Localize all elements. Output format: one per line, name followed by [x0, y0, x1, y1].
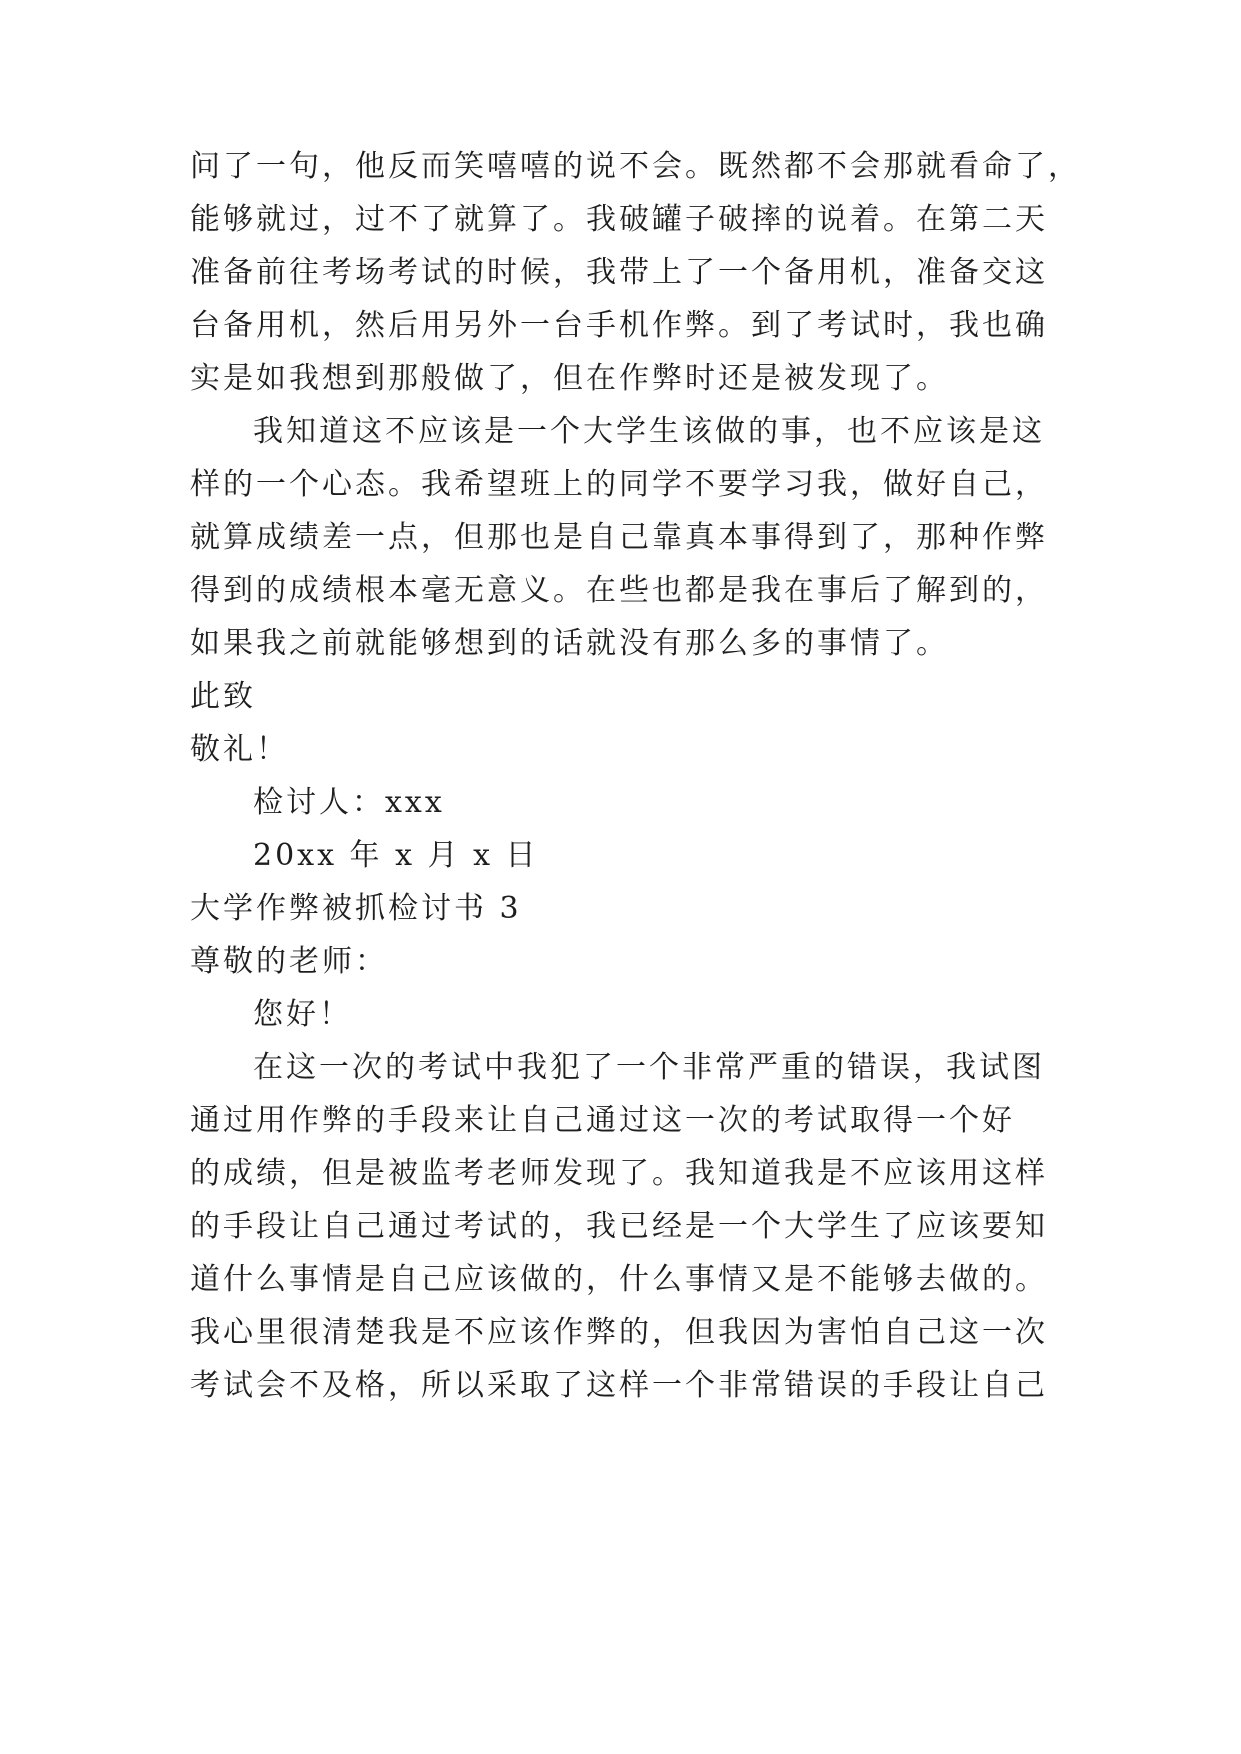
text-line: 我知道这不应该是一个大学生该做的事，也不应该是这: [253, 414, 1045, 449]
text-line: 道什么事情是自己应该做的，什么事情又是不能够去做的。: [190, 1262, 1048, 1297]
text-line: 考试会不及格，所以采取了这样一个非常错误的手段让自己: [190, 1368, 1048, 1403]
text-line: 能够就过，过不了就算了。我破罐子破摔的说着。在第二天: [190, 202, 1048, 237]
text-line: 我心里很清楚我是不应该作弊的，但我因为害怕自己这一次: [190, 1315, 1048, 1350]
text-line: 就算成绩差一点，但那也是自己靠真本事得到了，那种作弊: [190, 520, 1048, 555]
text-line: 的手段让自己通过考试的，我已经是一个大学生了应该要知: [190, 1209, 1048, 1244]
text-line: 在这一次的考试中我犯了一个非常严重的错误，我试图: [253, 1050, 1045, 1085]
text-line: 得到的成绩根本毫无意义。在些也都是我在事后了解到的，: [190, 573, 1048, 608]
section-title: 大学作弊被抓检讨书 3: [190, 891, 522, 926]
closing-line: 敬礼！: [190, 732, 289, 767]
text-line: 的成绩，但是被监考老师发现了。我知道我是不应该用这样: [190, 1156, 1048, 1191]
closing-line: 此致: [190, 679, 256, 714]
signer-line: 检讨人：xxx: [253, 785, 445, 820]
salutation: 尊敬的老师：: [190, 944, 388, 979]
date-line: 20xx 年 x 月 x 日: [253, 838, 539, 873]
text-line: 通过用作弊的手段来让自己通过这一次的考试取得一个好: [190, 1103, 1015, 1138]
greeting: 您好！: [253, 997, 352, 1032]
text-line: 问了一句，他反而笑嘻嘻的说不会。既然都不会那就看命了，: [190, 149, 1081, 184]
text-line: 台备用机，然后用另外一台手机作弊。到了考试时，我也确: [190, 308, 1048, 343]
text-line: 样的一个心态。我希望班上的同学不要学习我，做好自己，: [190, 467, 1048, 502]
text-line: 实是如我想到那般做了，但在作弊时还是被发现了。: [190, 361, 949, 396]
text-line: 准备前往考场考试的时候，我带上了一个备用机，准备交这: [190, 255, 1048, 290]
text-line: 如果我之前就能够想到的话就没有那么多的事情了。: [190, 626, 949, 661]
